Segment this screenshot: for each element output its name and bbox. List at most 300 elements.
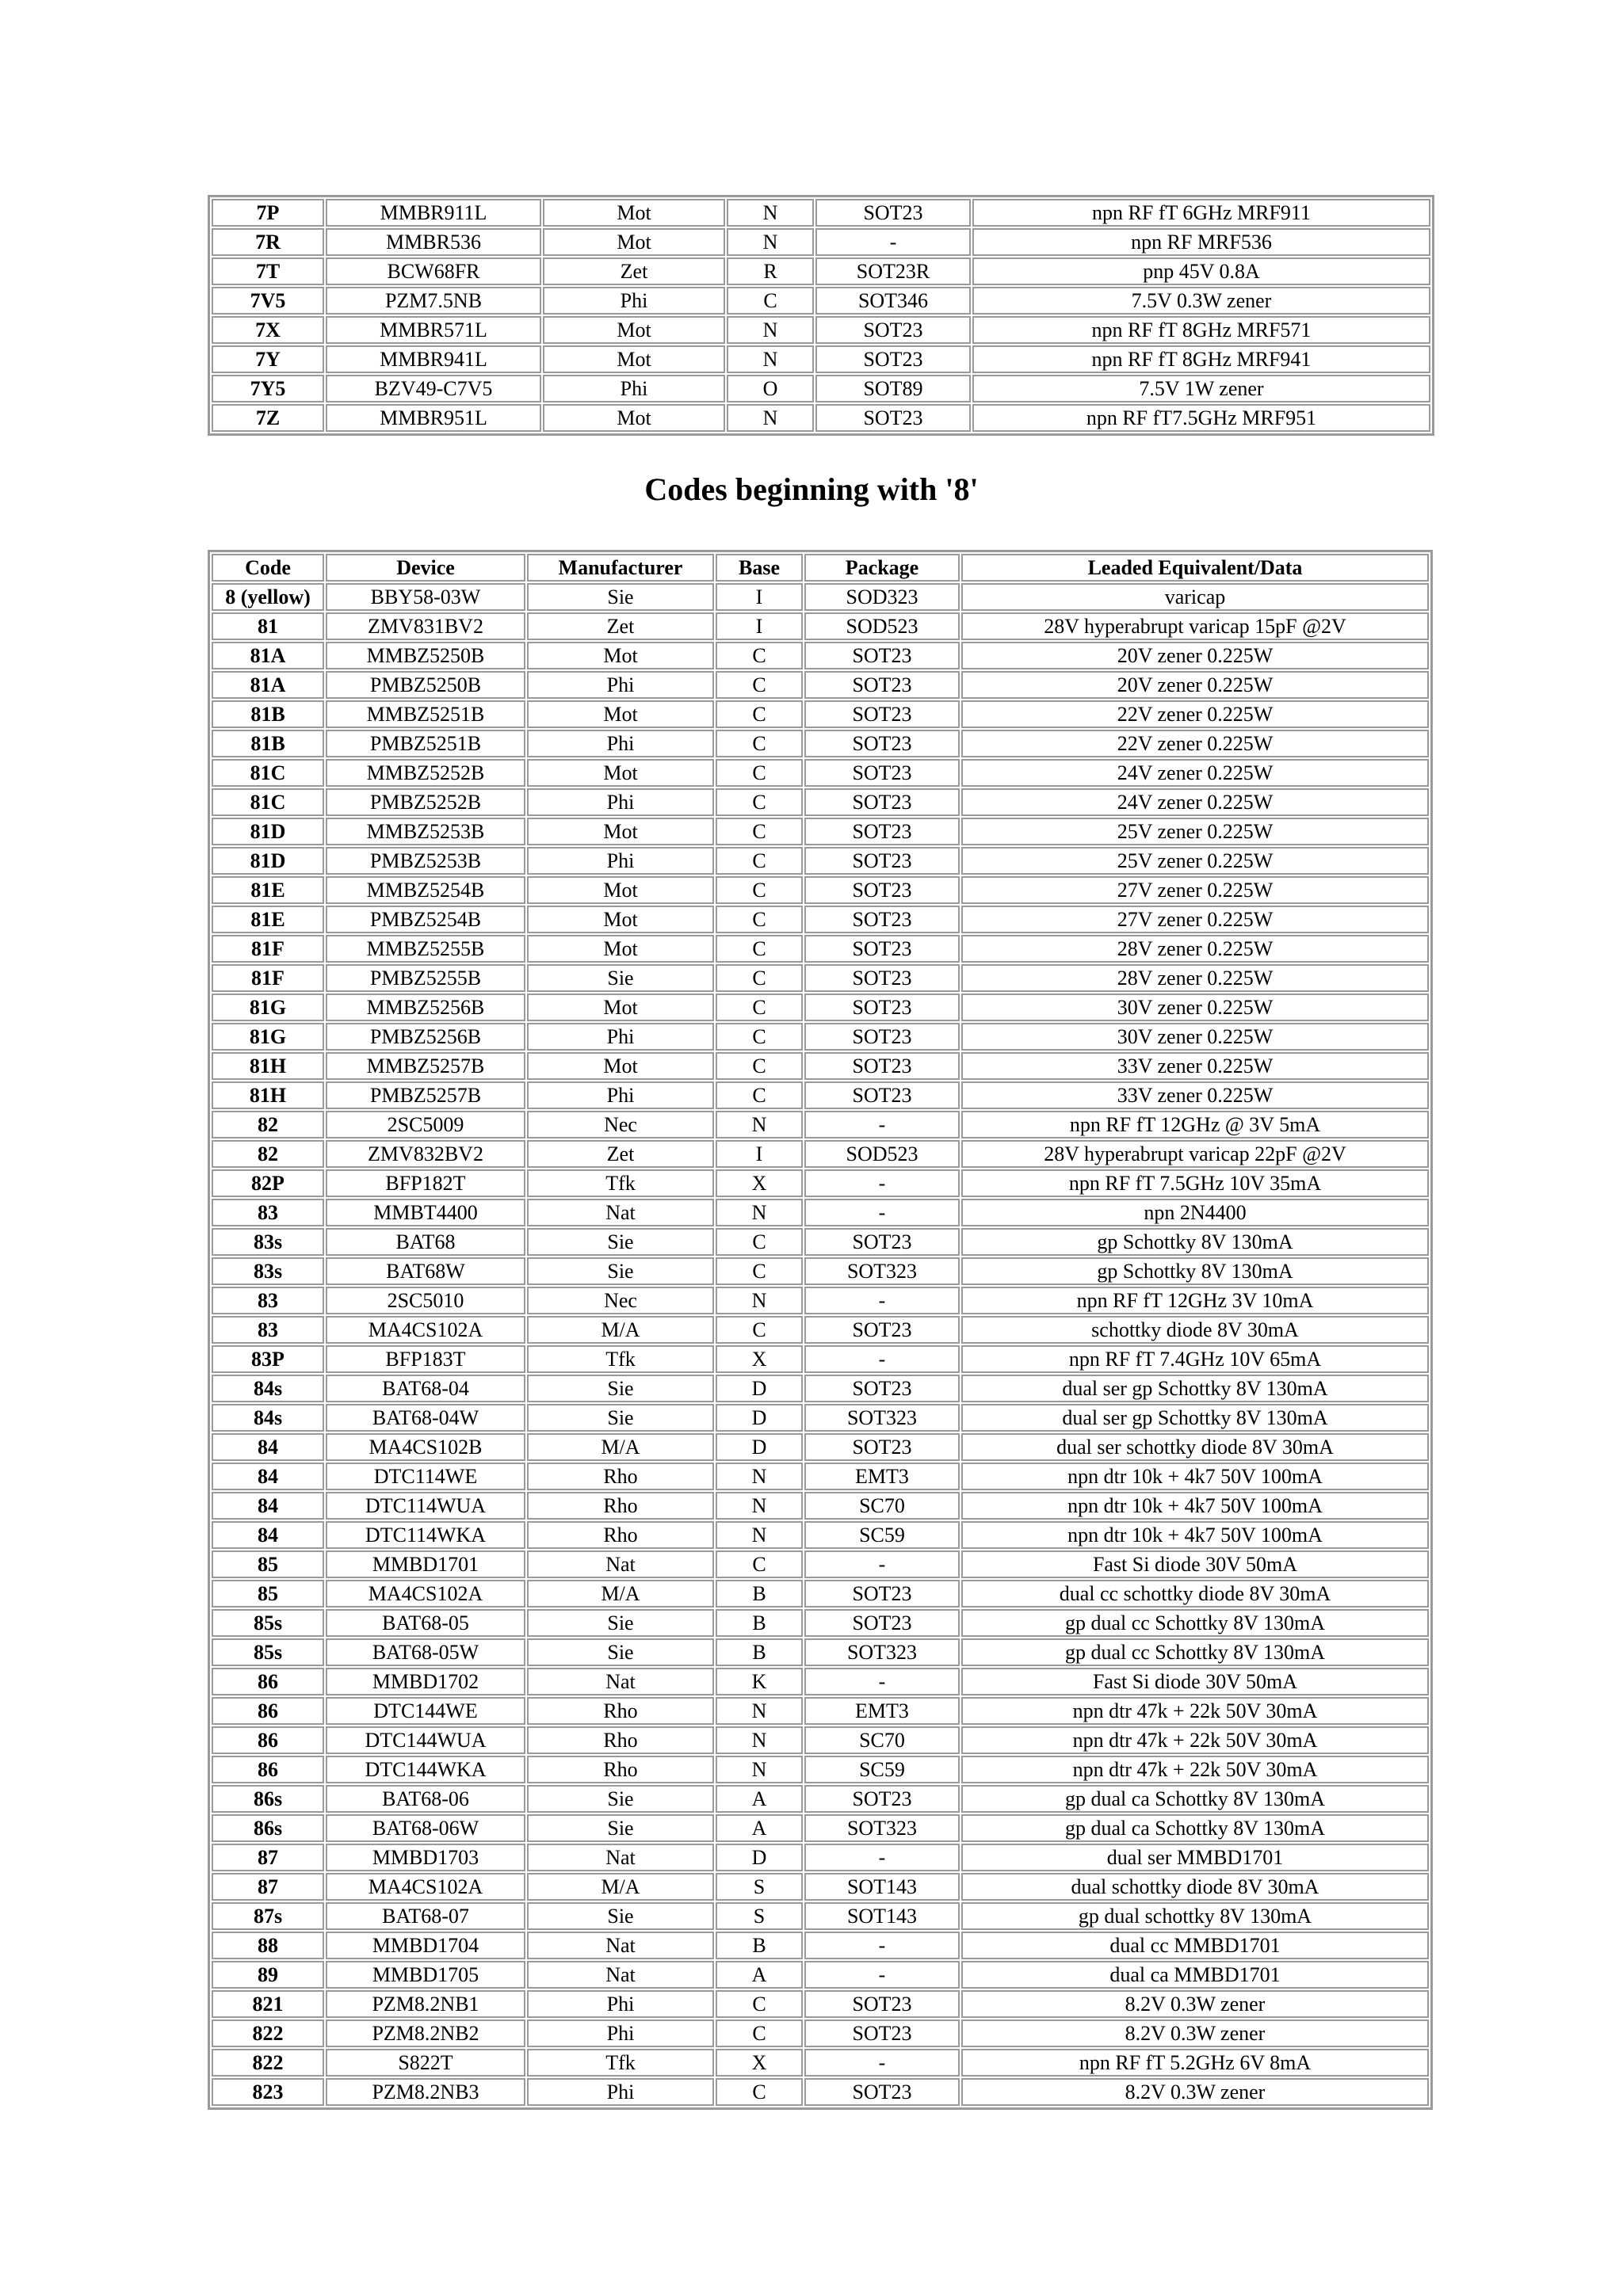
table-row [212, 1726, 1429, 1754]
cell-package: SOD523 [804, 612, 960, 640]
table-row [212, 1169, 1429, 1197]
cell-leaded-equivalent: 22V zener 0.225W [961, 700, 1429, 728]
cell-device: MMBD1701 [326, 1550, 525, 1578]
cell-base: C [716, 818, 803, 845]
cell-leaded-equivalent: dual ser MMBD1701 [961, 1844, 1429, 1871]
cell-leaded-equivalent: npn dtr 47k + 22k 50V 30mA [961, 1726, 1429, 1754]
cell-device: BCW68FR [326, 257, 541, 285]
cell-code: 86s [212, 1785, 324, 1813]
cell-leaded-equivalent: dual ser gp Schottky 8V 130mA [961, 1404, 1429, 1432]
cell-package: - [815, 228, 971, 256]
cell-manufacturer: Rho [527, 1463, 714, 1490]
cell-code: 81B [212, 730, 324, 757]
cell-base: C [716, 1081, 803, 1109]
cell-manufacturer: Sie [527, 964, 714, 992]
table-row [212, 1023, 1429, 1051]
cell-device: BAT68-05W [326, 1638, 525, 1666]
table-row [212, 818, 1429, 845]
cell-manufacturer: Phi [543, 375, 725, 402]
cell-manufacturer: Sie [527, 1404, 714, 1432]
cell-code: 81 [212, 612, 324, 640]
cell-package: SOT23 [804, 1609, 960, 1637]
cell-code: 81F [212, 964, 324, 992]
cell-package: SOT323 [804, 1257, 960, 1285]
table-row [212, 700, 1429, 728]
cell-base: D [716, 1375, 803, 1402]
cell-leaded-equivalent: npn dtr 47k + 22k 50V 30mA [961, 1756, 1429, 1783]
cell-leaded-equivalent: 20V zener 0.225W [961, 671, 1429, 699]
codes-8-table-body [212, 583, 1429, 2106]
cell-code: 822 [212, 2019, 324, 2047]
cell-device: MMBZ5256B [326, 994, 525, 1021]
cell-base: S [716, 1902, 803, 1930]
cell-package: SOT23 [804, 994, 960, 1021]
cell-manufacturer: Mot [543, 345, 725, 373]
cell-device: BZV49-C7V5 [326, 375, 541, 402]
cell-leaded-equivalent: dual ser gp Schottky 8V 130mA [961, 1375, 1429, 1402]
table-row [212, 1550, 1429, 1578]
cell-package: SOT23 [804, 759, 960, 787]
cell-base: N [727, 199, 814, 227]
table-row [212, 1932, 1429, 1959]
cell-package: - [804, 2049, 960, 2077]
cell-code: 83P [212, 1345, 324, 1373]
cell-base: C [727, 287, 814, 315]
cell-manufacturer: Sie [527, 583, 714, 611]
cell-leaded-equivalent: 24V zener 0.225W [961, 759, 1429, 787]
table-row [212, 375, 1430, 402]
cell-manufacturer: Zet [543, 257, 725, 285]
cell-leaded-equivalent: npn RF fT 7.5GHz 10V 35mA [961, 1169, 1429, 1197]
cell-code: 7X [212, 316, 324, 344]
cell-leaded-equivalent: gp dual ca Schottky 8V 130mA [961, 1814, 1429, 1842]
cell-device: MMBZ5257B [326, 1052, 525, 1080]
cell-manufacturer: Mot [527, 876, 714, 904]
cell-base: C [716, 935, 803, 963]
cell-code: 81E [212, 876, 324, 904]
cell-code: 85 [212, 1580, 324, 1608]
cell-code: 86 [212, 1697, 324, 1725]
cell-base: X [716, 1345, 803, 1373]
table-row [212, 1404, 1429, 1432]
table-row [212, 759, 1429, 787]
cell-manufacturer: Phi [527, 847, 714, 875]
cell-base: B [716, 1932, 803, 1959]
table-row [212, 964, 1429, 992]
cell-device: MMBR911L [326, 199, 541, 227]
table-row [212, 1990, 1429, 2018]
cell-code: 7T [212, 257, 324, 285]
table-row [212, 1902, 1429, 1930]
cell-manufacturer: Mot [527, 642, 714, 669]
cell-code: 85s [212, 1609, 324, 1637]
cell-device: BAT68-04 [326, 1375, 525, 1402]
cell-device: DTC114WKA [326, 1521, 525, 1549]
table-row [212, 1638, 1429, 1666]
cell-package: SOT323 [804, 1638, 960, 1666]
cell-leaded-equivalent: gp dual schottky 8V 130mA [961, 1902, 1429, 1930]
cell-base: A [716, 1785, 803, 1813]
cell-manufacturer: Tfk [527, 1169, 714, 1197]
cell-leaded-equivalent: 25V zener 0.225W [961, 847, 1429, 875]
cell-leaded-equivalent: 28V zener 0.225W [961, 964, 1429, 992]
cell-package: SOT23 [804, 818, 960, 845]
cell-leaded-equivalent: gp Schottky 8V 130mA [961, 1228, 1429, 1256]
cell-leaded-equivalent: 30V zener 0.225W [961, 994, 1429, 1021]
cell-manufacturer: Nec [527, 1111, 714, 1138]
header-manufacturer: Manufacturer [527, 554, 714, 582]
cell-code: 82P [212, 1169, 324, 1197]
cell-leaded-equivalent: npn RF fT 12GHz 3V 10mA [961, 1287, 1429, 1314]
cell-package: SOT143 [804, 1873, 960, 1901]
cell-manufacturer: Mot [527, 935, 714, 963]
header-row [212, 554, 1429, 582]
cell-leaded-equivalent: dual ca MMBD1701 [961, 1961, 1429, 1989]
cell-code: 822 [212, 2049, 324, 2077]
cell-package: - [804, 1169, 960, 1197]
cell-device: BAT68-06 [326, 1785, 525, 1813]
table-row [212, 199, 1430, 227]
cell-leaded-equivalent: npn RF fT7.5GHz MRF951 [972, 404, 1430, 432]
cell-leaded-equivalent: gp Schottky 8V 130mA [961, 1257, 1429, 1285]
cell-package: SOT23 [804, 935, 960, 963]
cell-device: S822T [326, 2049, 525, 2077]
cell-device: MMBZ5253B [326, 818, 525, 845]
cell-code: 81H [212, 1052, 324, 1080]
cell-base: C [716, 847, 803, 875]
cell-device: DTC144WKA [326, 1756, 525, 1783]
cell-code: 8 (yellow) [212, 583, 324, 611]
cell-device: PMBZ5255B [326, 964, 525, 992]
cell-leaded-equivalent: 27V zener 0.225W [961, 876, 1429, 904]
cell-code: 7Z [212, 404, 324, 432]
cell-code: 7V5 [212, 287, 324, 315]
table-row [212, 583, 1429, 611]
cell-manufacturer: Nat [527, 1961, 714, 1989]
cell-base: B [716, 1609, 803, 1637]
cell-code: 86 [212, 1726, 324, 1754]
cell-device: ZMV832BV2 [326, 1140, 525, 1168]
cell-device: BAT68-06W [326, 1814, 525, 1842]
codes-8-table-header [212, 554, 1429, 582]
table-row [212, 788, 1429, 816]
cell-manufacturer: Rho [527, 1697, 714, 1725]
cell-package: EMT3 [804, 1697, 960, 1725]
cell-device: 2SC5010 [326, 1287, 525, 1314]
cell-manufacturer: Nat [527, 1932, 714, 1959]
cell-manufacturer: Phi [543, 287, 725, 315]
cell-device: MMBZ5254B [326, 876, 525, 904]
cell-leaded-equivalent: npn RF fT 12GHz @ 3V 5mA [961, 1111, 1429, 1138]
cell-code: 81F [212, 935, 324, 963]
cell-code: 81E [212, 906, 324, 933]
table-row [212, 612, 1429, 640]
cell-base: C [716, 700, 803, 728]
cell-manufacturer: Zet [527, 612, 714, 640]
cell-code: 87s [212, 1902, 324, 1930]
cell-manufacturer: Nat [527, 1844, 714, 1871]
cell-base: N [727, 228, 814, 256]
cell-package: SOT23R [815, 257, 971, 285]
cell-leaded-equivalent: npn RF fT 8GHz MRF941 [972, 345, 1430, 373]
cell-base: O [727, 375, 814, 402]
cell-manufacturer: Mot [543, 404, 725, 432]
cell-leaded-equivalent: npn RF fT 5.2GHz 6V 8mA [961, 2049, 1429, 2077]
cell-code: 821 [212, 1990, 324, 2018]
cell-code: 81G [212, 994, 324, 1021]
cell-code: 85s [212, 1638, 324, 1666]
cell-manufacturer: Rho [527, 1726, 714, 1754]
cell-package: SOT89 [815, 375, 971, 402]
cell-manufacturer: M/A [527, 1433, 714, 1461]
cell-package: SOT23 [804, 1580, 960, 1608]
cell-code: 81G [212, 1023, 324, 1051]
cell-manufacturer: Phi [527, 2078, 714, 2106]
cell-device: MA4CS102A [326, 1580, 525, 1608]
cell-package: SOT23 [804, 1052, 960, 1080]
cell-package: SOT23 [804, 906, 960, 933]
cell-code: 83 [212, 1287, 324, 1314]
cell-base: D [716, 1404, 803, 1432]
cell-base: N [716, 1199, 803, 1226]
cell-base: C [716, 1550, 803, 1578]
cell-code: 86 [212, 1668, 324, 1695]
cell-package: - [804, 1932, 960, 1959]
cell-leaded-equivalent: 20V zener 0.225W [961, 642, 1429, 669]
table-row [212, 1463, 1429, 1490]
cell-package: SOT23 [815, 199, 971, 227]
cell-device: PZM8.2NB2 [326, 2019, 525, 2047]
cell-leaded-equivalent: pnp 45V 0.8A [972, 257, 1430, 285]
cell-device: MA4CS102A [326, 1316, 525, 1344]
table-row [212, 1668, 1429, 1695]
cell-base: C [716, 2019, 803, 2047]
codes-7-table [208, 195, 1434, 436]
cell-device: ZMV831BV2 [326, 612, 525, 640]
cell-leaded-equivalent: npn RF MRF536 [972, 228, 1430, 256]
cell-manufacturer: Tfk [527, 2049, 714, 2077]
cell-device: MMBZ5251B [326, 700, 525, 728]
cell-base: C [716, 1052, 803, 1080]
cell-leaded-equivalent: 8.2V 0.3W zener [961, 1990, 1429, 2018]
cell-base: C [716, 876, 803, 904]
cell-device: MMBT4400 [326, 1199, 525, 1226]
cell-code: 81A [212, 671, 324, 699]
cell-leaded-equivalent: npn 2N4400 [961, 1199, 1429, 1226]
codes-7-table-body [212, 199, 1430, 432]
table-row [212, 228, 1430, 256]
cell-package: SOT23 [804, 1990, 960, 2018]
table-row [212, 404, 1430, 432]
cell-code: 86s [212, 1814, 324, 1842]
table-row [212, 2049, 1429, 2077]
cell-package: SOT23 [804, 2019, 960, 2047]
cell-device: PZM8.2NB3 [326, 2078, 525, 2106]
cell-code: 87 [212, 1844, 324, 1871]
cell-base: C [716, 964, 803, 992]
cell-base: C [716, 1990, 803, 2018]
cell-package: SOD323 [804, 583, 960, 611]
cell-code: 85 [212, 1550, 324, 1578]
cell-device: PZM8.2NB1 [326, 1990, 525, 2018]
cell-manufacturer: Mot [543, 316, 725, 344]
cell-manufacturer: Nat [527, 1550, 714, 1578]
cell-device: BAT68 [326, 1228, 525, 1256]
cell-code: 81H [212, 1081, 324, 1109]
table-row [212, 1609, 1429, 1637]
table-row [212, 1756, 1429, 1783]
table-row [212, 1785, 1429, 1813]
cell-base: D [716, 1433, 803, 1461]
cell-leaded-equivalent: 33V zener 0.225W [961, 1081, 1429, 1109]
table-row [212, 1580, 1429, 1608]
cell-manufacturer: Mot [543, 228, 725, 256]
table-row [212, 1345, 1429, 1373]
cell-manufacturer: Rho [527, 1492, 714, 1520]
cell-package: - [804, 1287, 960, 1314]
cell-package: SC70 [804, 1726, 960, 1754]
cell-device: PMBZ5256B [326, 1023, 525, 1051]
cell-device: PMBZ5253B [326, 847, 525, 875]
table-row [212, 1316, 1429, 1344]
cell-package: - [804, 1961, 960, 1989]
cell-base: I [716, 583, 803, 611]
cell-package: SOT23 [804, 730, 960, 757]
cell-device: PMBZ5252B [326, 788, 525, 816]
cell-package: - [804, 1550, 960, 1578]
cell-manufacturer: Phi [527, 2019, 714, 2047]
table-row [212, 1375, 1429, 1402]
cell-code: 82 [212, 1111, 324, 1138]
cell-manufacturer: Phi [527, 671, 714, 699]
cell-package: - [804, 1199, 960, 1226]
cell-package: EMT3 [804, 1463, 960, 1490]
cell-manufacturer: Sie [527, 1785, 714, 1813]
cell-manufacturer: Sie [527, 1902, 714, 1930]
cell-device: MMBD1702 [326, 1668, 525, 1695]
cell-package: SOT346 [815, 287, 971, 315]
cell-device: MMBR941L [326, 345, 541, 373]
cell-manufacturer: M/A [527, 1316, 714, 1344]
cell-device: PZM7.5NB [326, 287, 541, 315]
table-row [212, 287, 1430, 315]
cell-manufacturer: Sie [527, 1375, 714, 1402]
cell-code: 823 [212, 2078, 324, 2106]
cell-leaded-equivalent: 24V zener 0.225W [961, 788, 1429, 816]
cell-device: MMBR951L [326, 404, 541, 432]
table-row [212, 1814, 1429, 1842]
table-row [212, 1521, 1429, 1549]
cell-leaded-equivalent: 28V hyperabrupt varicap 22pF @2V [961, 1140, 1429, 1168]
table-row [212, 1961, 1429, 1989]
cell-leaded-equivalent: Fast Si diode 30V 50mA [961, 1668, 1429, 1695]
cell-base: I [716, 612, 803, 640]
cell-base: N [716, 1492, 803, 1520]
cell-manufacturer: Mot [543, 199, 725, 227]
cell-manufacturer: Nat [527, 1199, 714, 1226]
cell-base: C [716, 730, 803, 757]
cell-package: - [804, 1668, 960, 1695]
cell-device: MA4CS102A [326, 1873, 525, 1901]
cell-base: N [716, 1697, 803, 1725]
cell-device: BBY58-03W [326, 583, 525, 611]
cell-base: N [716, 1756, 803, 1783]
cell-leaded-equivalent: 8.2V 0.3W zener [961, 2078, 1429, 2106]
cell-code: 7Y [212, 345, 324, 373]
table-row [212, 2078, 1429, 2106]
cell-code: 7P [212, 199, 324, 227]
cell-leaded-equivalent: gp dual cc Schottky 8V 130mA [961, 1638, 1429, 1666]
cell-device: BFP183T [326, 1345, 525, 1373]
cell-package: SOT23 [804, 1228, 960, 1256]
cell-leaded-equivalent: gp dual ca Schottky 8V 130mA [961, 1785, 1429, 1813]
cell-leaded-equivalent: dual ser schottky diode 8V 30mA [961, 1433, 1429, 1461]
cell-code: 84 [212, 1492, 324, 1520]
cell-package: SOT23 [804, 700, 960, 728]
cell-code: 87 [212, 1873, 324, 1901]
cell-base: A [716, 1814, 803, 1842]
cell-code: 81B [212, 700, 324, 728]
table-row [212, 847, 1429, 875]
cell-code: 84s [212, 1404, 324, 1432]
table-row [212, 1111, 1429, 1138]
cell-leaded-equivalent: dual cc MMBD1701 [961, 1932, 1429, 1959]
table-row [212, 1433, 1429, 1461]
cell-code: 86 [212, 1756, 324, 1783]
cell-base: N [716, 1521, 803, 1549]
cell-code: 81D [212, 847, 324, 875]
cell-package: SOT23 [804, 642, 960, 669]
cell-leaded-equivalent: npn dtr 10k + 4k7 50V 100mA [961, 1463, 1429, 1490]
cell-base: N [716, 1726, 803, 1754]
cell-base: C [716, 994, 803, 1021]
cell-manufacturer: Rho [527, 1521, 714, 1549]
cell-device: DTC114WE [326, 1463, 525, 1490]
cell-manufacturer: Zet [527, 1140, 714, 1168]
cell-device: MMBD1704 [326, 1932, 525, 1959]
table-row [212, 906, 1429, 933]
cell-code: 84 [212, 1521, 324, 1549]
table-row [212, 1228, 1429, 1256]
cell-manufacturer: Phi [527, 788, 714, 816]
cell-manufacturer: Mot [527, 1052, 714, 1080]
cell-base: N [727, 345, 814, 373]
codes-8-table [208, 550, 1433, 2110]
cell-leaded-equivalent: npn RF fT 8GHz MRF571 [972, 316, 1430, 344]
cell-code: 89 [212, 1961, 324, 1989]
cell-leaded-equivalent: 7.5V 0.3W zener [972, 287, 1430, 315]
cell-device: DTC144WE [326, 1697, 525, 1725]
cell-manufacturer: Mot [527, 994, 714, 1021]
cell-code: 84 [212, 1433, 324, 1461]
cell-manufacturer: Mot [527, 818, 714, 845]
cell-package: SC59 [804, 1756, 960, 1783]
cell-leaded-equivalent: varicap [961, 583, 1429, 611]
cell-package: SOT23 [804, 847, 960, 875]
cell-base: C [716, 2078, 803, 2106]
cell-code: 84 [212, 1463, 324, 1490]
cell-package: SOT23 [804, 2078, 960, 2106]
header-device: Device [326, 554, 525, 582]
cell-base: S [716, 1873, 803, 1901]
cell-base: C [716, 1023, 803, 1051]
cell-leaded-equivalent: 25V zener 0.225W [961, 818, 1429, 845]
table-row [212, 1697, 1429, 1725]
cell-manufacturer: Sie [527, 1257, 714, 1285]
cell-base: C [716, 1316, 803, 1344]
cell-manufacturer: Sie [527, 1228, 714, 1256]
table-row [212, 345, 1430, 373]
